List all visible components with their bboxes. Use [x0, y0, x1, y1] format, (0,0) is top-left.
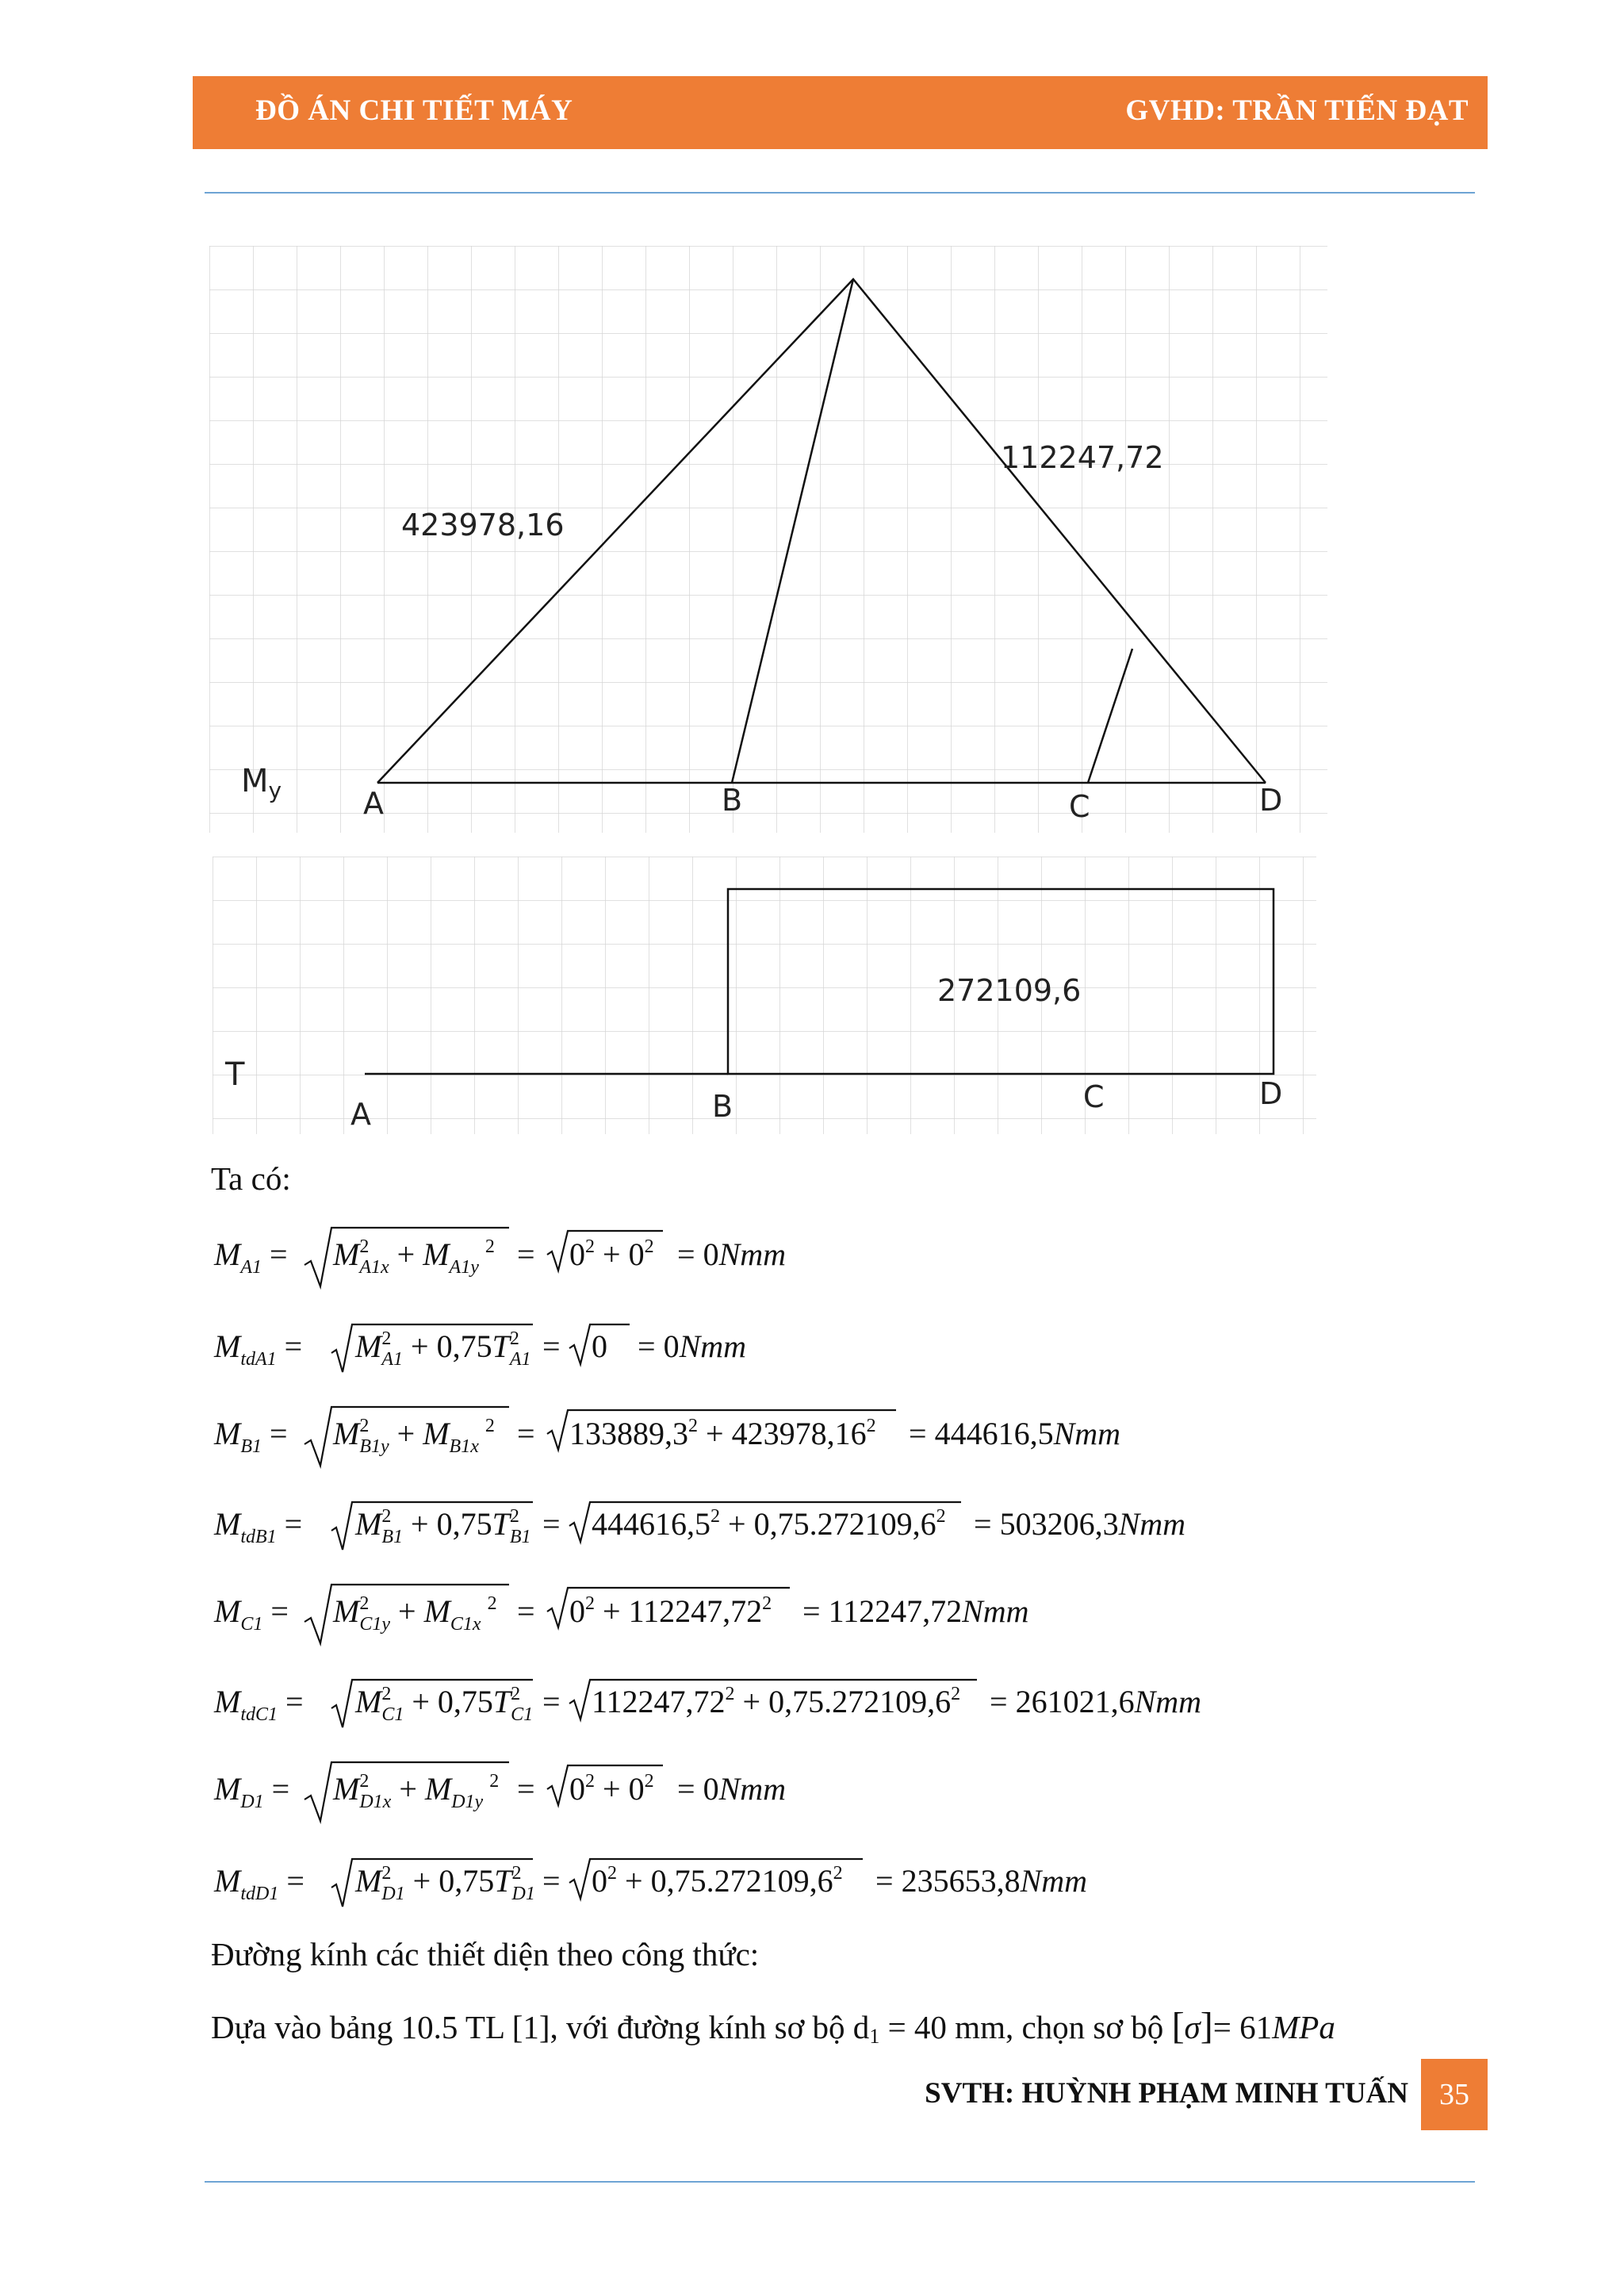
equation-mb1: [214, 1401, 1562, 1472]
point-label-d: D: [1259, 1076, 1283, 1111]
svg-text:=: =: [542, 1863, 561, 1899]
svg-text:M2C1 + 0,75T2C1: $M^2$ $C1 + 0,75T^2$ C1: [355, 1684, 534, 1725]
point-label-c: C: [1069, 789, 1090, 824]
svg-text:M2A1 + 0,75T2A1: $M^2$ $A1 + 0,75T^2$ A1: [355, 1328, 531, 1370]
svg-text:MD1 =: $M_{D1}$ =: [214, 1771, 290, 1812]
svg-text:02 + 02: $0^2 + 0^2$: [569, 1236, 654, 1272]
svg-text:=: =: [517, 1593, 535, 1629]
svg-text:444616,52 + 0,75.272109,62: $444616,5^2 + 0,75.272109,6^2$: [592, 1506, 946, 1542]
svg-text:MtdA1 =: $M_{tdA1}$ =: [214, 1328, 303, 1370]
svg-text:02 + 112247,722: $0^2 + 112247,72^2$: [569, 1593, 772, 1629]
svg-text:M2B1y + MB1x2: $M^2$ $B1y + M_{B1x}^2$: [333, 1416, 495, 1457]
diameter-intro-text: Đường kính các thiết diện theo công thức:: [211, 1936, 760, 1972]
svg-text:MA1 =: $M_{A1}$ =: [214, 1236, 288, 1278]
basis-text: Dựa vào bảng 10.5 TL [1], với đường kính sơ bộ d1 = 40 mm, chọn sơ bộ [σ]= 61MPa: [211, 2005, 1335, 2048]
svg-text:=: =: [517, 1771, 535, 1807]
equation-mtda1: [214, 1313, 1562, 1385]
point-label-b: B: [722, 783, 743, 818]
header-rule: [205, 192, 1475, 194]
svg-text:MtdD1 =: $M_{tdD1}$ =: [214, 1863, 304, 1904]
value-right-label: 112247,72: [1001, 440, 1164, 475]
svg-text:M2C1y + MC1x2: $M^2$ $C1y + M_{C1x}^2$: [333, 1593, 497, 1635]
equation-mtdb1: [214, 1491, 1562, 1562]
point-label-a: A: [363, 786, 384, 821]
intro-text: Ta có:: [211, 1160, 291, 1197]
point-label-b: B: [712, 1089, 733, 1124]
footer-rule: [205, 2181, 1475, 2183]
equation-mtdd1: [214, 1848, 1562, 1919]
torque-diagram-t: [206, 849, 1332, 1142]
svg-text:M2D1x + MD1y2: $M^2$ $D1x + M_{D1y}^2$: [333, 1771, 500, 1812]
equation-ma1: [214, 1221, 1562, 1293]
equation-md1: [214, 1756, 1562, 1827]
header-title: ĐỒ ÁN CHI TIẾT MÁY: [255, 94, 573, 127]
equation-mtdc1: [214, 1669, 1562, 1740]
header-advisor: GVHD: TRẦN TIẾN ĐẠT: [1125, 94, 1469, 127]
point-label-d: D: [1259, 783, 1283, 818]
svg-text:02 + 02: $0^2 + 0^2$: [569, 1771, 654, 1807]
svg-text:M2D1 + 0,75T2D1: $M^2$ $D1 + 0,75T^2$ D1: [355, 1863, 535, 1904]
svg-text:02 + 0,75.272109,62: $0^2 + 0,75.272109,6^2$: [592, 1863, 843, 1899]
svg-text:= 261021,6Nmm: = 261021,6Nmm: [990, 1684, 1202, 1719]
page-number: 35: [1421, 2059, 1488, 2130]
value-left-label: 423978,16: [401, 508, 565, 542]
svg-text:=: =: [517, 1416, 535, 1451]
point-label-a: A: [350, 1097, 371, 1132]
grid: [209, 246, 1327, 833]
svg-text:= 444616,5Nmm: = 444616,5Nmm: [909, 1416, 1121, 1451]
svg-text:= 235653,8Nmm: = 235653,8Nmm: [875, 1863, 1088, 1899]
svg-text:MtdB1 =: $M_{tdB1}$ =: [214, 1506, 303, 1547]
svg-text:=: =: [542, 1328, 561, 1364]
grid: [213, 857, 1316, 1134]
svg-text:=: =: [542, 1684, 561, 1719]
point-label-c: C: [1083, 1079, 1105, 1114]
equation-mc1: [214, 1578, 1562, 1650]
svg-text:M2A1x + MA1y2: $M^2$ $A1x + M_{A1y}^2$: [333, 1236, 495, 1278]
bending-moment-diagram-my: [206, 238, 1332, 841]
svg-text:=: =: [542, 1506, 561, 1542]
svg-text:MC1 =: $M_{C1}$ =: [214, 1593, 289, 1635]
svg-text:133889,32 + 423978,162: $133889,3^2 + 423978,16^2$: [569, 1416, 876, 1451]
svg-text:0: 0: [592, 1328, 607, 1364]
svg-text:MtdC1 =: $M_{tdC1}$ =: [214, 1684, 304, 1725]
svg-text:= 0Nmm: = 0Nmm: [677, 1236, 787, 1272]
svg-text:= 112247,72Nmm: = 112247,72Nmm: [802, 1593, 1029, 1629]
axis-label-t: T: [225, 1056, 245, 1093]
svg-text:= 0Nmm: = 0Nmm: [638, 1328, 747, 1364]
torque-value-label: 272109,6: [937, 973, 1082, 1008]
svg-text:M2B1 + 0,75T2B1: $M^2$ $B1 + 0,75T^2$ B1: [355, 1506, 531, 1547]
svg-text:=: =: [517, 1236, 535, 1272]
svg-text:112247,722 + 0,75.272109,62: $112247,72^2 + 0,75.272109,6^2$: [592, 1684, 961, 1719]
footer-student: SVTH: HUỲNH PHẠM MINH TUẤN: [925, 2077, 1408, 2110]
svg-text:MB1 =: $M_{B1}$ =: [214, 1416, 288, 1457]
axis-label-my: $M_y$: [241, 763, 282, 803]
svg-text:= 0Nmm: = 0Nmm: [677, 1771, 787, 1807]
svg-text:= 503206,3Nmm: = 503206,3Nmm: [974, 1506, 1186, 1542]
